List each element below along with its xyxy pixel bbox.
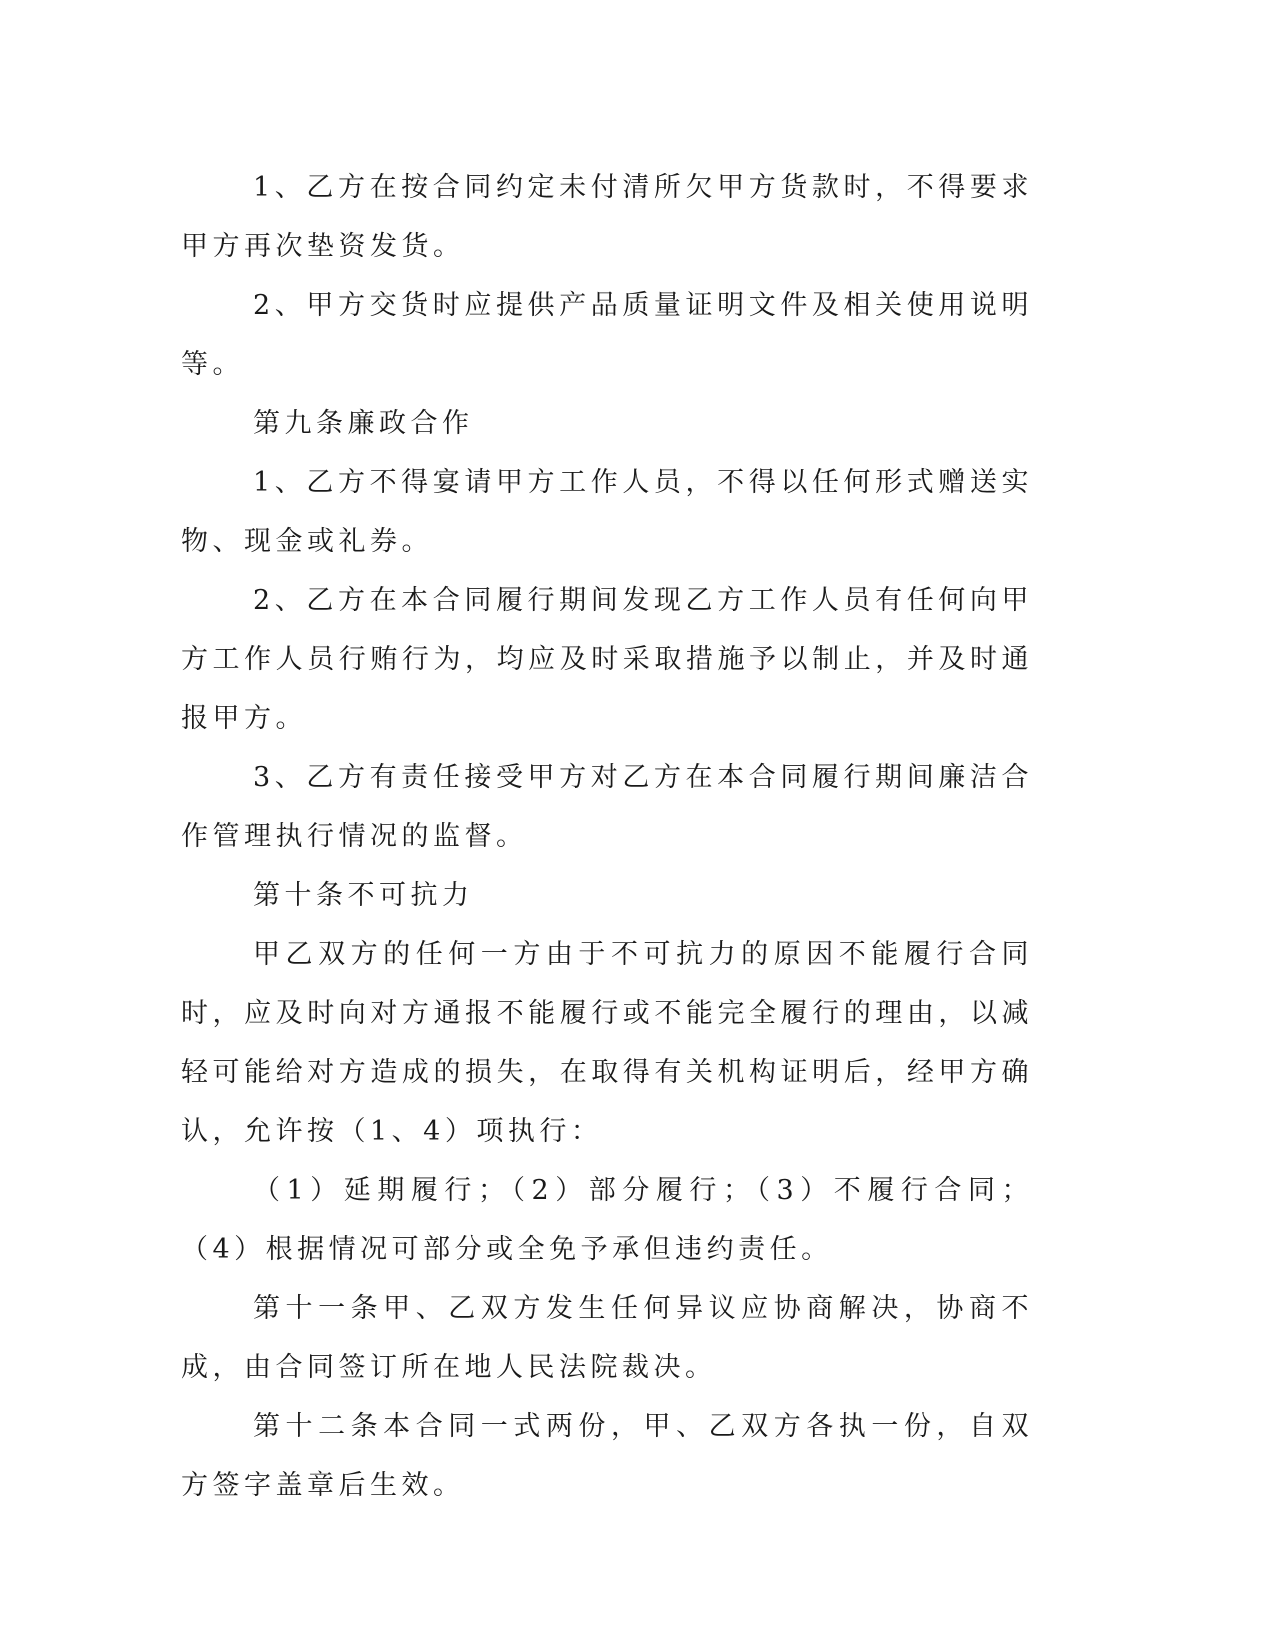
clause-paragraph: 第十一条甲、乙双方发生任何异议应协商解决，协商不成，由合同签订所在地人民法院裁决。 bbox=[181, 1293, 1033, 1383]
clause-paragraph: 1、乙方不得宴请甲方工作人员，不得以任何形式赠送实物、现金或礼券。 bbox=[181, 467, 1033, 557]
clause-paragraph: 1、乙方在按合同约定未付清所欠甲方货款时，不得要求甲方再次垫资发货。 bbox=[181, 172, 1033, 262]
clause-paragraph: 甲乙双方的任何一方由于不可抗力的原因不能履行合同时，应及时向对方通报不能履行或不能完全履行的理由，以减轻可能给对方造成的损失，在取得有关机构证明后，经甲方确认，允许按（1、4）项执行： bbox=[181, 939, 1033, 1147]
clause-paragraph: 3、乙方有责任接受甲方对乙方在本合同履行期间廉洁合作管理执行情况的监督。 bbox=[181, 762, 1033, 852]
clause-paragraph: 第十二条本合同一式两份，甲、乙双方各执一份，自双方签字盖章后生效。 bbox=[181, 1411, 1033, 1501]
section-heading: 第十条不可抗力 bbox=[253, 880, 474, 911]
clause-paragraph: 2、甲方交货时应提供产品质量证明文件及相关使用说明等。 bbox=[181, 290, 1033, 380]
document-body bbox=[181, 158, 1033, 1515]
clause-paragraph: 2、乙方在本合同履行期间发现乙方工作人员有任何向甲方工作人员行贿行为，均应及时采取措施予以制止，并及时通报甲方。 bbox=[181, 585, 1033, 734]
clause-paragraph: （1）延期履行；（2）部分履行；（3）不履行合同；（4）根据情况可部分或全免予承但违约责任。 bbox=[181, 1175, 1033, 1265]
section-heading: 第九条廉政合作 bbox=[253, 408, 474, 439]
